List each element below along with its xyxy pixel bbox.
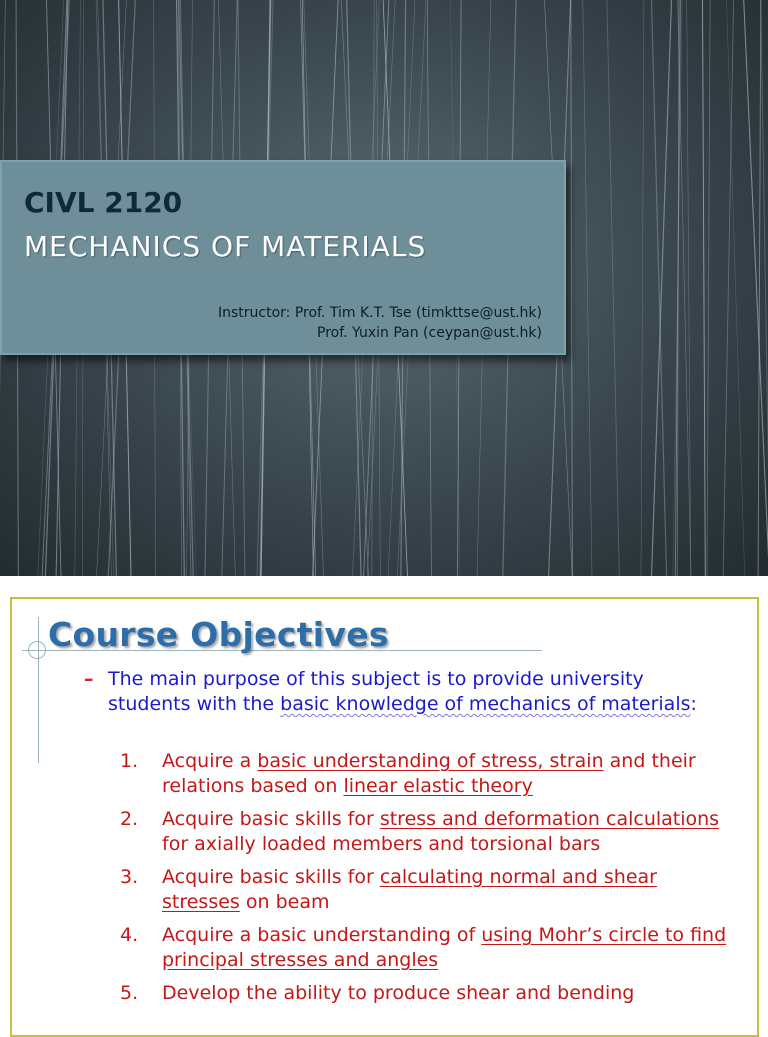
- objective-item: [120, 749, 730, 799]
- objective-underlined: using Mohr’s circle to find principal stresses and angles: [162, 924, 727, 971]
- objective-number: 4.: [120, 924, 139, 946]
- background-line: [583, 0, 592, 576]
- background-line: [727, 0, 745, 576]
- title-box: [0, 160, 566, 355]
- objective-text: Acquire basic skills for: [162, 866, 380, 888]
- background-line: [607, 0, 619, 576]
- background-line: [758, 0, 761, 576]
- intro-text-start: The main purpose of this subject is to provide university students with the: [108, 668, 644, 715]
- objective-text: and their relations based on: [162, 750, 696, 797]
- background-line: [703, 0, 706, 576]
- objective-underlined: calculating normal and shear stresses: [162, 866, 657, 913]
- objective-number: 2.: [120, 808, 139, 830]
- background-line: [707, 0, 710, 576]
- background-line: [652, 0, 672, 576]
- objective-number: 5.: [120, 982, 139, 1004]
- objective-item: [120, 981, 730, 1006]
- objectives-slide: [10, 597, 759, 1037]
- decorative-rule-vertical: [38, 617, 39, 763]
- objective-number: 3.: [120, 866, 139, 888]
- objective-item: [120, 865, 730, 915]
- objective-underlined: linear elastic theory: [343, 775, 533, 797]
- objective-text: on beam: [239, 891, 330, 913]
- objective-item: [120, 923, 730, 973]
- decorative-circle: [28, 641, 46, 659]
- objective-item: [120, 807, 730, 857]
- instructor-line-2: Prof. Yuxin Pan (ceypan@ust.hk): [317, 325, 542, 341]
- objective-text: Develop the ability to produce shear and bending: [162, 982, 635, 1004]
- course-code: CIVL 2120: [24, 186, 183, 219]
- slide-title: Course Objectives: [48, 615, 389, 654]
- objective-underlined: basic understanding of stress, strain: [257, 750, 604, 772]
- objective-text: Acquire basic skills for: [162, 808, 380, 830]
- objective-text: Acquire a basic understanding of: [162, 924, 482, 946]
- course-name: MECHANICS OF MATERIALS: [24, 230, 427, 263]
- instructor-line-1: Instructor: Prof. Tim K.T. Tse (timkttse@ust.hk): [218, 305, 542, 321]
- objective-text: Acquire a: [162, 750, 258, 772]
- objective-underlined: stress and deformation calculations: [379, 808, 720, 830]
- dash-bullet: –: [84, 668, 94, 690]
- background-line: [641, 0, 644, 576]
- intro-text-end: :: [690, 693, 697, 715]
- background-line: [744, 0, 768, 576]
- intro-text: [84, 667, 728, 717]
- objective-number: 1.: [120, 750, 139, 772]
- background-line: [571, 0, 573, 576]
- background-line: [652, 0, 667, 576]
- intro-text-highlight: basic knowledge of mechanics of materials: [280, 693, 691, 715]
- background-line: [723, 0, 734, 576]
- objectives-list: [120, 749, 730, 1014]
- background-line: [761, 0, 768, 576]
- objective-text: for axially loaded members and torsional bars: [162, 833, 601, 855]
